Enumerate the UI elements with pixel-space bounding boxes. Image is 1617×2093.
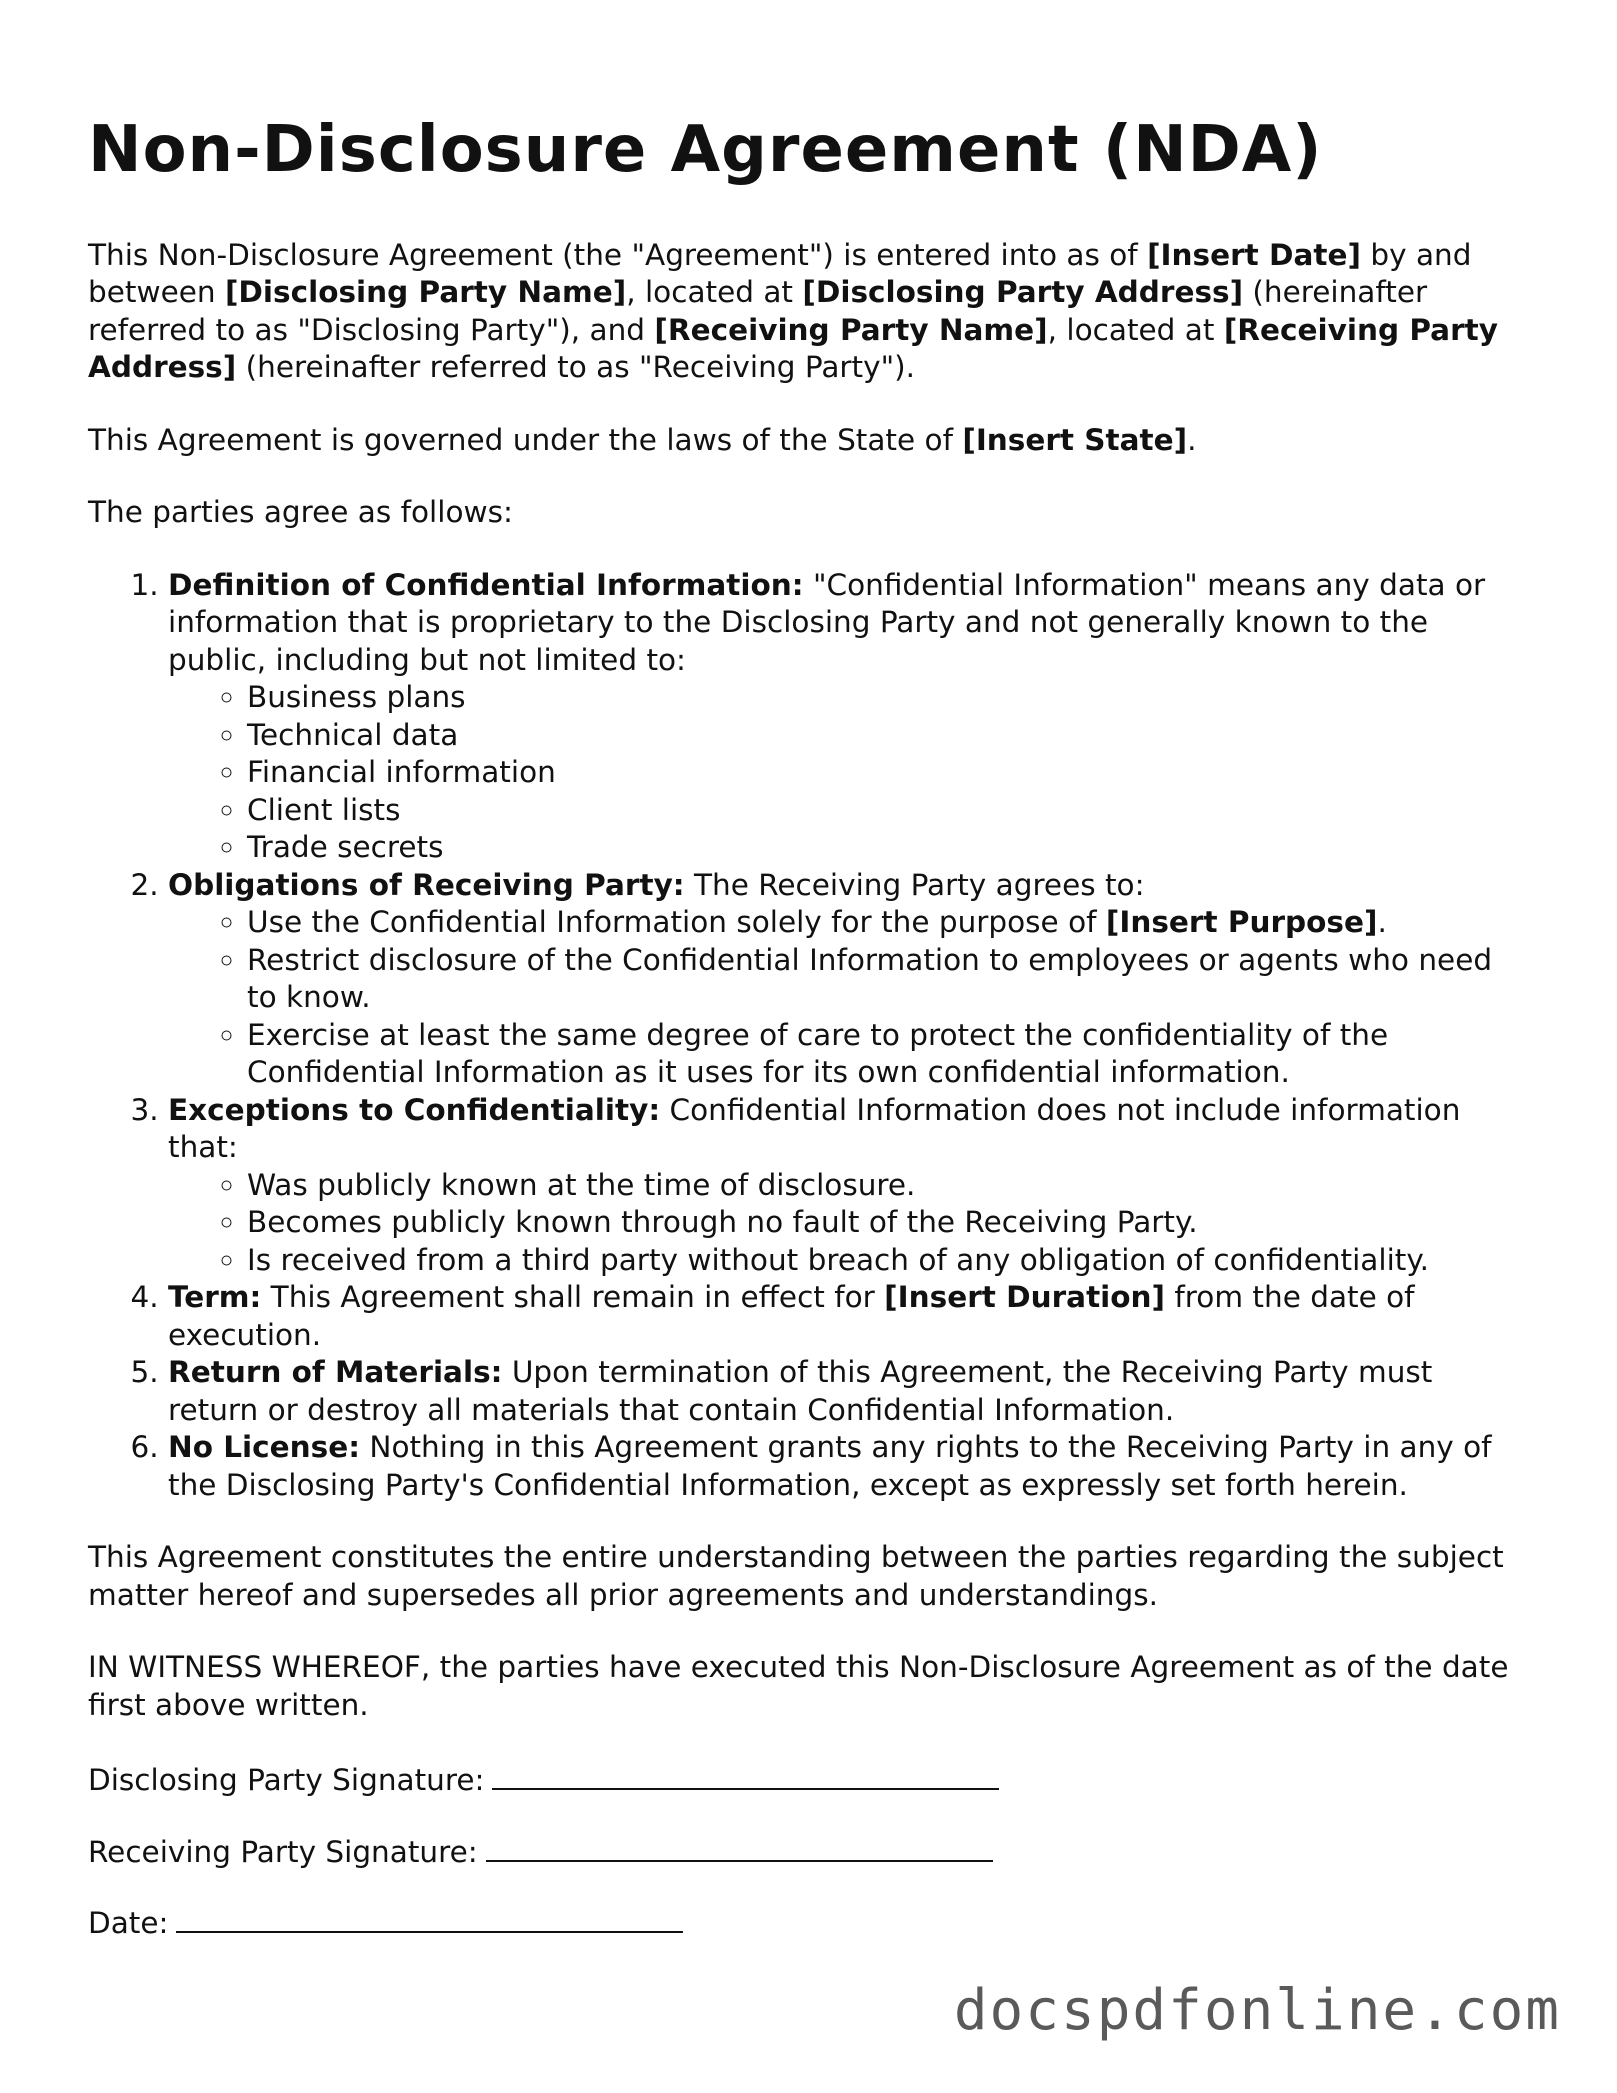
- section-text: The Receiving Party agrees to:: [684, 867, 1145, 902]
- intro-text: , located at: [1047, 312, 1224, 347]
- intro-text: (hereinafter referred to as "Receiving Party").: [236, 350, 916, 385]
- list-item: [247, 904, 1528, 942]
- list-item: ◦ Business plans: [247, 679, 1528, 717]
- sub-list: [168, 904, 1528, 1092]
- list-item-text: .: [1377, 905, 1387, 940]
- intro-text: (hereinafter referred to as "Disclosing Party"), and: [88, 275, 1428, 347]
- disclosing-party-name-placeholder: [Disclosing Party Name]: [224, 275, 627, 310]
- date-label: Date:: [88, 1906, 169, 1941]
- sub-list: [168, 1167, 1528, 1280]
- section-text: "Confidential Information" means any data or information that is proprietary to the Disclosing Party and not generally known to the public, including but not limited to:: [168, 567, 1486, 677]
- sub-list: [168, 679, 1528, 867]
- list-item: ◦ Exercise at least the same degree of care to protect the confidentiality of the Confidential Information as it uses for its own confidential information.: [247, 1017, 1528, 1092]
- section-text: Confidential Information does not include information that:: [168, 1092, 1461, 1165]
- list-item: ◦ Client lists: [247, 792, 1528, 830]
- list-item-text: Use the Confidential Information solely for the purpose of: [247, 905, 1106, 940]
- duration-placeholder: [Insert Duration]: [884, 1280, 1166, 1315]
- section-heading: Definition of Confidential Information:: [168, 567, 804, 602]
- governing-text: .: [1187, 422, 1197, 457]
- section-heading: Obligations of Receiving Party:: [168, 867, 685, 902]
- governing-text: This Agreement is governed under the laws of the State of: [88, 422, 963, 457]
- section-exceptions: [168, 1092, 1528, 1280]
- intro-paragraph: [88, 237, 1528, 387]
- section-text: Nothing in this Agreement grants any rights to the Receiving Party in any of the Disclosing Party's Confidential Information, except as expressly set forth herein.: [168, 1430, 1492, 1502]
- list-item: ◦ Trade secrets: [247, 829, 1528, 867]
- entire-agreement-paragraph: This Agreement constitutes the entire understanding between the parties regarding the subject matter hereof and supersedes all prior agreements and understandings.: [88, 1540, 1504, 1612]
- section-text: from the date of execution.: [168, 1280, 1415, 1352]
- disclosing-signature-row: [88, 1759, 1528, 1800]
- disclosing-signature-label: Disclosing Party Signature:: [88, 1763, 485, 1798]
- section-text: This Agreement shall remain in effect for: [261, 1280, 885, 1315]
- parties-agree-paragraph: The parties agree as follows:: [88, 495, 513, 530]
- section-heading: Return of Materials:: [168, 1355, 503, 1390]
- state-placeholder: [Insert State]: [962, 422, 1188, 457]
- section-obligations: [168, 867, 1528, 1092]
- receiving-signature-label: Receiving Party Signature:: [88, 1834, 478, 1869]
- witness-paragraph: IN WITNESS WHEREOF, the parties have executed this Non-Disclosure Agreement as of the date first above written.: [88, 1650, 1509, 1722]
- governing-law-paragraph: [88, 422, 1528, 460]
- date-signature-row: [88, 1902, 1528, 1943]
- document-title: Non-Disclosure Agreement (NDA): [88, 113, 1323, 187]
- section-heading: Term:: [168, 1280, 262, 1315]
- section-heading: No License:: [168, 1430, 360, 1465]
- section-no-license: [168, 1429, 1528, 1504]
- intro-text: This Non-Disclosure Agreement (the "Agreement") is entered into as of: [88, 237, 1148, 272]
- section-text: Upon termination of this Agreement, the Receiving Party must return or destroy all materials that contain Confidential Information.: [168, 1355, 1433, 1427]
- date-placeholder: [Insert Date]: [1147, 237, 1361, 272]
- list-item: ◦ Restrict disclosure of the Confidential Information to employees or agents who need to know.: [247, 942, 1528, 1017]
- document-page: [88, 112, 1528, 1974]
- watermark: docspdfonline.com: [953, 1978, 1561, 2043]
- date-signature-line[interactable]: [176, 1902, 683, 1933]
- disclosing-party-address-placeholder: [Disclosing Party Address]: [802, 275, 1244, 310]
- intro-text: , located at: [626, 275, 803, 310]
- intro-text: by and between: [88, 237, 1472, 310]
- section-return-of-materials: [168, 1354, 1528, 1429]
- receiving-party-address-placeholder: [Receiving Party Address]: [88, 312, 1498, 385]
- sections-list: [88, 567, 1528, 1505]
- section-definition: [168, 567, 1528, 867]
- receiving-signature-line[interactable]: [486, 1831, 993, 1862]
- purpose-placeholder: [Insert Purpose]: [1105, 905, 1378, 940]
- list-item: ◦ Becomes publicly known through no fault of the Receiving Party.: [247, 1204, 1528, 1242]
- list-item: ◦ Was publicly known at the time of disclosure.: [247, 1167, 1528, 1205]
- receiving-signature-row: [88, 1831, 1528, 1872]
- section-term: [168, 1279, 1528, 1354]
- disclosing-signature-line[interactable]: [492, 1759, 999, 1790]
- list-item: ◦ Financial information: [247, 754, 1528, 792]
- list-item: ◦ Technical data: [247, 717, 1528, 755]
- section-heading: Exceptions to Confidentiality:: [168, 1092, 661, 1127]
- list-item: ◦ Is received from a third party without breach of any obligation of confidentiality.: [247, 1242, 1528, 1280]
- receiving-party-name-placeholder: [Receiving Party Name]: [654, 312, 1048, 347]
